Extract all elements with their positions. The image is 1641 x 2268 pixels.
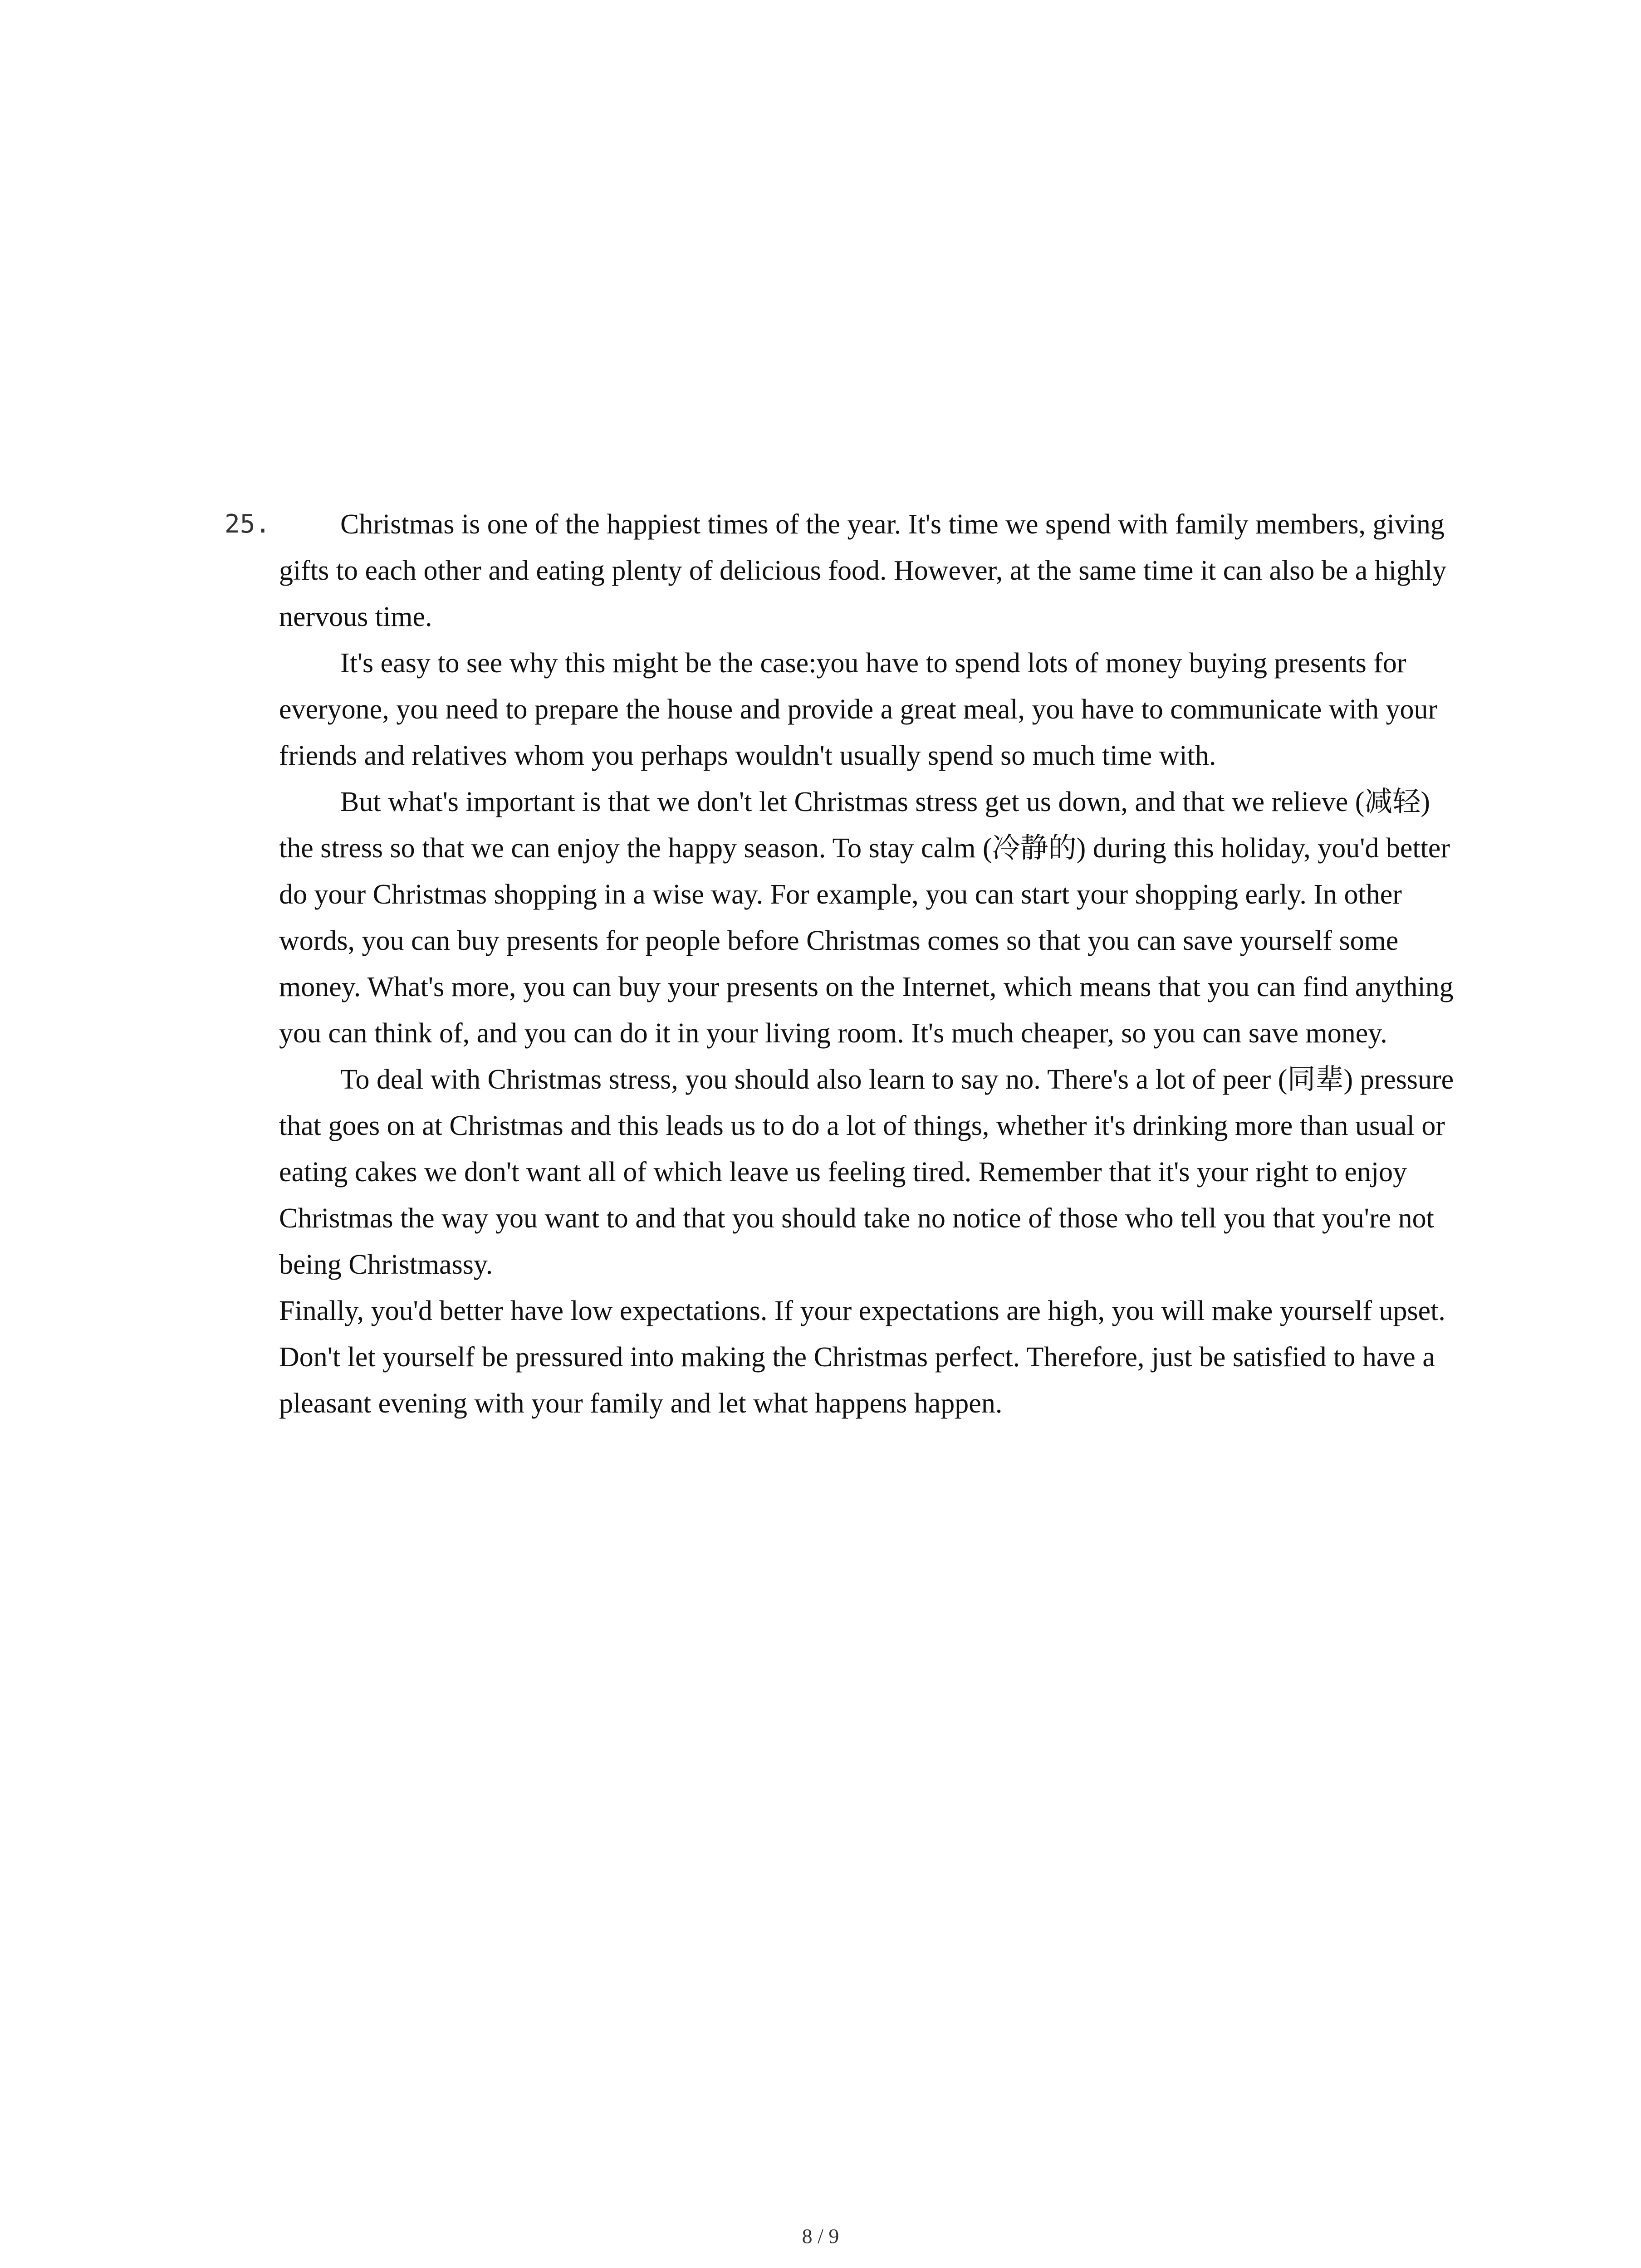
passage-paragraph-5: Finally, you'd better have low expectations. If your expectations are high, you will make yourself upset. Don't let yourself be pressured into making the Christmas perfect. Therefore, just be satisfied to have a pleasant evening with your family and let what happens happen.	[279, 1295, 1445, 1419]
passage-body	[279, 501, 1468, 1427]
question-25	[225, 501, 1468, 1427]
question-number: 25.	[225, 509, 271, 539]
passage-paragraph-3: But what's important is that we don't let Christmas stress get us down, and that we relieve (减轻) the stress so that we can enjoy the happy season. To stay calm (冷静的) during this holiday, you'd better do your Christmas shopping in a wise way. For example, you can start your shopping early. In other words, you can buy presents for people before Christmas comes so that you can save yourself some money. What's more, you can buy your presents on the Internet, which means that you can find anything you can think of, and you can do it in your living room. It's much cheaper, so you can save money.	[279, 787, 1454, 1049]
passage-paragraph-1: Christmas is one of the happiest times of the year. It's time we spend with family members, giving gifts to each other and eating plenty of delicious food. However, at the same time it can also be a highly nervous time.	[279, 509, 1447, 632]
passage-paragraph-2: It's easy to see why this might be the case:you have to spend lots of money buying presents for everyone, you need to prepare the house and provide a great meal, you have to communicate with your friends and relatives whom you perhaps wouldn't usually spend so much time with.	[279, 648, 1438, 771]
passage-paragraph-4: To deal with Christmas stress, you should also learn to say no. There's a lot of peer (同辈) pressure that goes on at Christmas and this leads us to do a lot of things, whether it's drinking more than usual or eating cakes we don't want all of which leave us feeling tired. Remember that it's your right to enjoy Christmas the way you want to and that you should take no notice of those who tell you that you're not being Christmassy.	[279, 1064, 1454, 1280]
page-number: 8 / 9	[802, 2224, 839, 2248]
